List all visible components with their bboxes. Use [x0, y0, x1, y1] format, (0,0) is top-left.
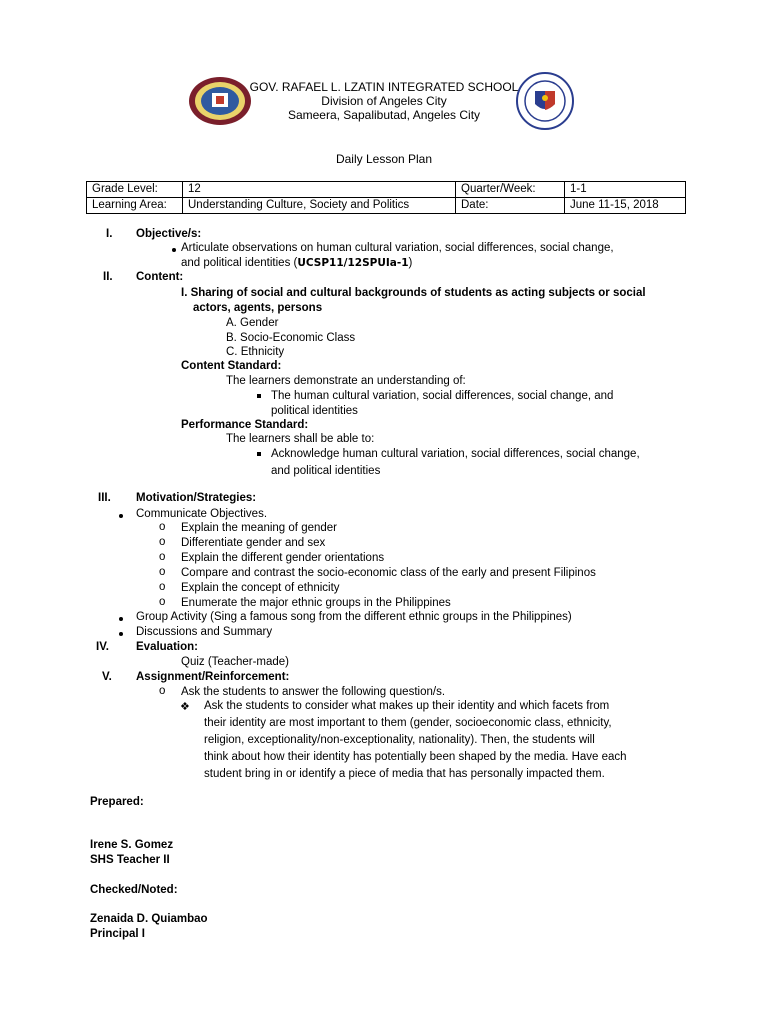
- grade-level-value: 12: [183, 182, 456, 198]
- circle-bullet-icon: o: [159, 551, 166, 563]
- table-row: [87, 198, 686, 214]
- assignment-question-line: think about how their identity has potentially been shaped by the media. Have each: [204, 751, 627, 763]
- content-standard-intro: The learners demonstrate an understanding of:: [226, 375, 466, 387]
- communicate-objectives: Communicate Objectives.: [136, 508, 268, 520]
- circle-bullet-icon: o: [159, 566, 166, 578]
- group-activity: Group Activity (Sing a famous song from the different ethnic groups in the Philippines): [136, 611, 572, 623]
- assignment-numeral: V.: [102, 671, 112, 683]
- quarter-week-label: Quarter/Week:: [456, 182, 565, 198]
- content-topic-line-2: actors, agents, persons: [193, 302, 323, 314]
- circle-bullet-icon: o: [159, 596, 166, 608]
- bullet-icon: [172, 248, 176, 252]
- circle-bullet-icon: o: [159, 581, 166, 593]
- lesson-info-table: [86, 181, 686, 214]
- list-item: Explain the different gender orientations: [181, 552, 385, 564]
- list-item: Differentiate gender and sex: [181, 537, 326, 549]
- content-sub-c: C. Ethnicity: [226, 346, 285, 358]
- performance-standard-heading: Performance Standard:: [181, 419, 309, 431]
- checked-name: Zenaida D. Quiambao: [90, 913, 208, 925]
- content-standard-heading: Content Standard:: [181, 360, 282, 372]
- assignment-question-line: their identity are most important to them (gender, socioeconomic class, ethnicity,: [204, 717, 612, 729]
- content-sub-b: B. Socio-Economic Class: [226, 332, 356, 344]
- content-standard-line-1: The human cultural variation, social differences, social change, and: [271, 390, 614, 402]
- quarter-week-value: 1-1: [565, 182, 686, 198]
- performance-standard-line-1: Acknowledge human cultural variation, social differences, social change,: [271, 448, 640, 460]
- objective-line-1: Articulate observations on human cultural variation, social differences, social change,: [181, 242, 614, 254]
- competency-code: UCSP11/12SPUIa-1: [297, 257, 409, 269]
- list-item: Explain the concept of ethnicity: [181, 582, 340, 594]
- circle-bullet-icon: o: [159, 521, 166, 533]
- list-item: Enumerate the major ethnic groups in the Philippines: [181, 597, 451, 609]
- discussion-summary: Discussions and Summary: [136, 626, 273, 638]
- bullet-icon: [119, 632, 123, 636]
- evaluation-heading: Evaluation:: [136, 641, 198, 653]
- assignment-question-line: student bring in or identify a piece of media that has personally impacted them.: [204, 768, 605, 780]
- circle-bullet-icon: o: [159, 685, 166, 697]
- table-row: [87, 182, 686, 198]
- content-numeral: II.: [103, 271, 113, 283]
- checked-label: Checked/Noted:: [90, 884, 178, 896]
- square-bullet-icon: [257, 394, 261, 398]
- grade-level-label: Grade Level:: [87, 182, 183, 198]
- date-label: Date:: [456, 198, 565, 214]
- school-name: GOV. RAFAEL L. LZATIN INTEGRATED SCHOOL: [249, 80, 519, 94]
- learning-area-value: Understanding Culture, Society and Politics: [183, 198, 456, 214]
- objectives-heading: Objective/s:: [136, 228, 202, 240]
- assignment-question-line: Ask the students to consider what makes up their identity and which facets from: [204, 700, 610, 712]
- date-value: June 11-15, 2018: [565, 198, 686, 214]
- division-name: Division of Angeles City: [321, 94, 447, 108]
- motivation-heading: Motivation/Strategies:: [136, 492, 257, 504]
- content-heading: Content:: [136, 271, 184, 283]
- learning-area-label: Learning Area:: [87, 198, 183, 214]
- assignment-heading: Assignment/Reinforcement:: [136, 671, 290, 683]
- bullet-icon: [119, 514, 123, 518]
- evaluation-numeral: IV.: [96, 641, 110, 653]
- prepared-name: Irene S. Gomez: [90, 839, 174, 851]
- content-sub-a: A. Gender: [226, 317, 279, 329]
- assignment-item: Ask the students to answer the following question/s.: [181, 686, 446, 698]
- diamond-bullet-icon: ❖: [180, 701, 190, 713]
- objective-line-2: and political identities (UCSP11/12SPUIa-1): [181, 257, 413, 269]
- prepared-title: SHS Teacher II: [90, 854, 170, 866]
- checked-title: Principal I: [90, 928, 145, 940]
- circle-bullet-icon: o: [159, 536, 166, 548]
- motivation-numeral: III.: [98, 492, 111, 504]
- bullet-icon: [119, 617, 123, 621]
- performance-standard-intro: The learners shall be able to:: [226, 433, 375, 445]
- square-bullet-icon: [257, 452, 261, 456]
- assignment-question-line: religion, exceptionality/non-exceptionality, nationality). Then, the students will: [204, 734, 595, 746]
- objectives-numeral: I.: [106, 228, 113, 240]
- performance-standard-line-2: and political identities: [271, 465, 381, 477]
- content-topic-line-1: I. Sharing of social and cultural backgrounds of students as acting subjects or social: [181, 287, 646, 299]
- evaluation-quiz: Quiz (Teacher-made): [181, 656, 290, 668]
- list-item: Compare and contrast the socio-economic class of the early and present Filipinos: [181, 567, 596, 579]
- list-item: Explain the meaning of gender: [181, 522, 337, 534]
- prepared-label: Prepared:: [90, 796, 144, 808]
- school-address: Sameera, Sapalibutad, Angeles City: [287, 108, 481, 122]
- content-standard-line-2: political identities: [271, 405, 358, 417]
- document-title: Daily Lesson Plan: [335, 152, 433, 166]
